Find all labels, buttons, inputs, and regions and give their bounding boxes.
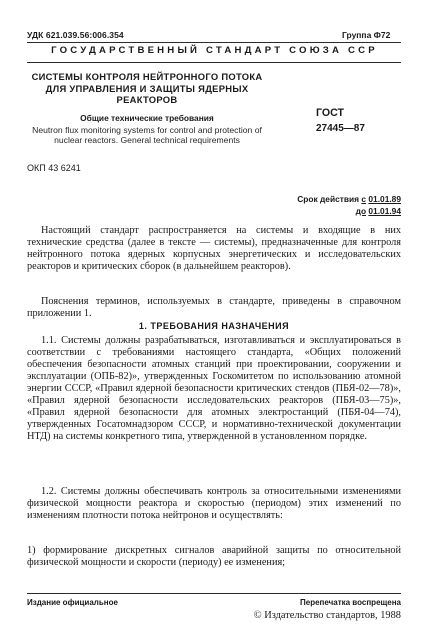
reprint-notice: Перепечатка воспрещена <box>300 598 401 607</box>
standard-heading: ГОСУДАРСТВЕННЫЙ СТАНДАРТ СОЮЗА ССР <box>51 45 378 56</box>
clause-1-2: 1.2. Системы должны обеспечивать контроль за относительными изменениями физической мощности реактора и скоростью (периодом) этих изменений по изменениям плотности потока нейтронов и осуществлять: <box>27 486 401 521</box>
english-title: Neutron flux monitoring systems for control and protection of nuclear reactors. General technical requirements <box>32 125 262 146</box>
validity-to <box>270 206 401 216</box>
validity-from <box>270 194 401 204</box>
clause-1-1: 1.1. Системы должны разрабатываться, изготавливаться и эксплуатироваться в соответствии с требованиями настоящего стандарта, «Общих положений обеспечения безопасности атомных станций при проектировании, сооружении и эксплуатации (ОПБ-82)», утвержденных Госкомитетом по использованию атомной энергии СССР, «Правил ядерной безопасности критических стендов (ПБЯ-02—78)», «Правил ядерной безопасности исследовательских реакторов (ПБЯ-03—75)», «Правил ядерной безопасности для атомных электростанций (ПБЯ-04—74), утвержденных Госатомнадзором СССР, и нормативно-технической документации НТД) на системы конкретного типа, утвержденной в установленном порядке. <box>27 335 401 442</box>
gost-label: ГОСТ <box>316 107 344 119</box>
group-code: Группа Ф72 <box>342 30 391 40</box>
validity-label: Срок действия <box>297 194 360 204</box>
okp-code: ОКП 43 6241 <box>27 163 81 173</box>
document-subtitle: Общие технические требования <box>80 113 214 123</box>
header-rule <box>27 62 401 63</box>
clause-1-2-item-1: 1) формирование дискретных сигналов аварийной защиты по относительной физической мощности и скорости (периоду) ее изменения; <box>27 545 401 568</box>
intro-paragraph: Настоящий стандарт распространяется на системы и входящие в них технические средства (далее в тексте — системы), предназначенные для контроля нейтронного потока ядерных корпусных энергетических и исследовательских реакторов и критических сборок (в дальнейшем реакторов). <box>27 225 401 272</box>
validity-to-date: 01.01.94 <box>368 206 401 216</box>
gost-number: 27445—87 <box>316 123 365 134</box>
copyright: © Издательство стандартов, 1988 <box>253 610 401 621</box>
section-heading: 1. ТРЕБОВАНИЯ НАЗНАЧЕНИЯ <box>138 321 290 331</box>
validity-from-prefix: с <box>361 194 367 204</box>
udk-code: УДК 621.039.56:006.354 <box>27 30 124 40</box>
footer-rule <box>27 593 401 594</box>
validity-from-date: 01.01.89 <box>368 194 401 204</box>
document-title: СИСТЕМЫ КОНТРОЛЯ НЕЙТРОННОГО ПОТОКА ДЛЯ УПРАВЛЕНИЯ И ЗАЩИТЫ ЯДЕРНЫХ РЕАКТОРОВ <box>31 71 263 106</box>
official-edition: Издание официальное <box>27 598 118 607</box>
validity-to-prefix: до <box>355 206 367 216</box>
top-rule <box>27 42 401 43</box>
terms-paragraph: Пояснения терминов, используемых в стандарте, приведены в справочном приложении 1. <box>27 296 401 319</box>
